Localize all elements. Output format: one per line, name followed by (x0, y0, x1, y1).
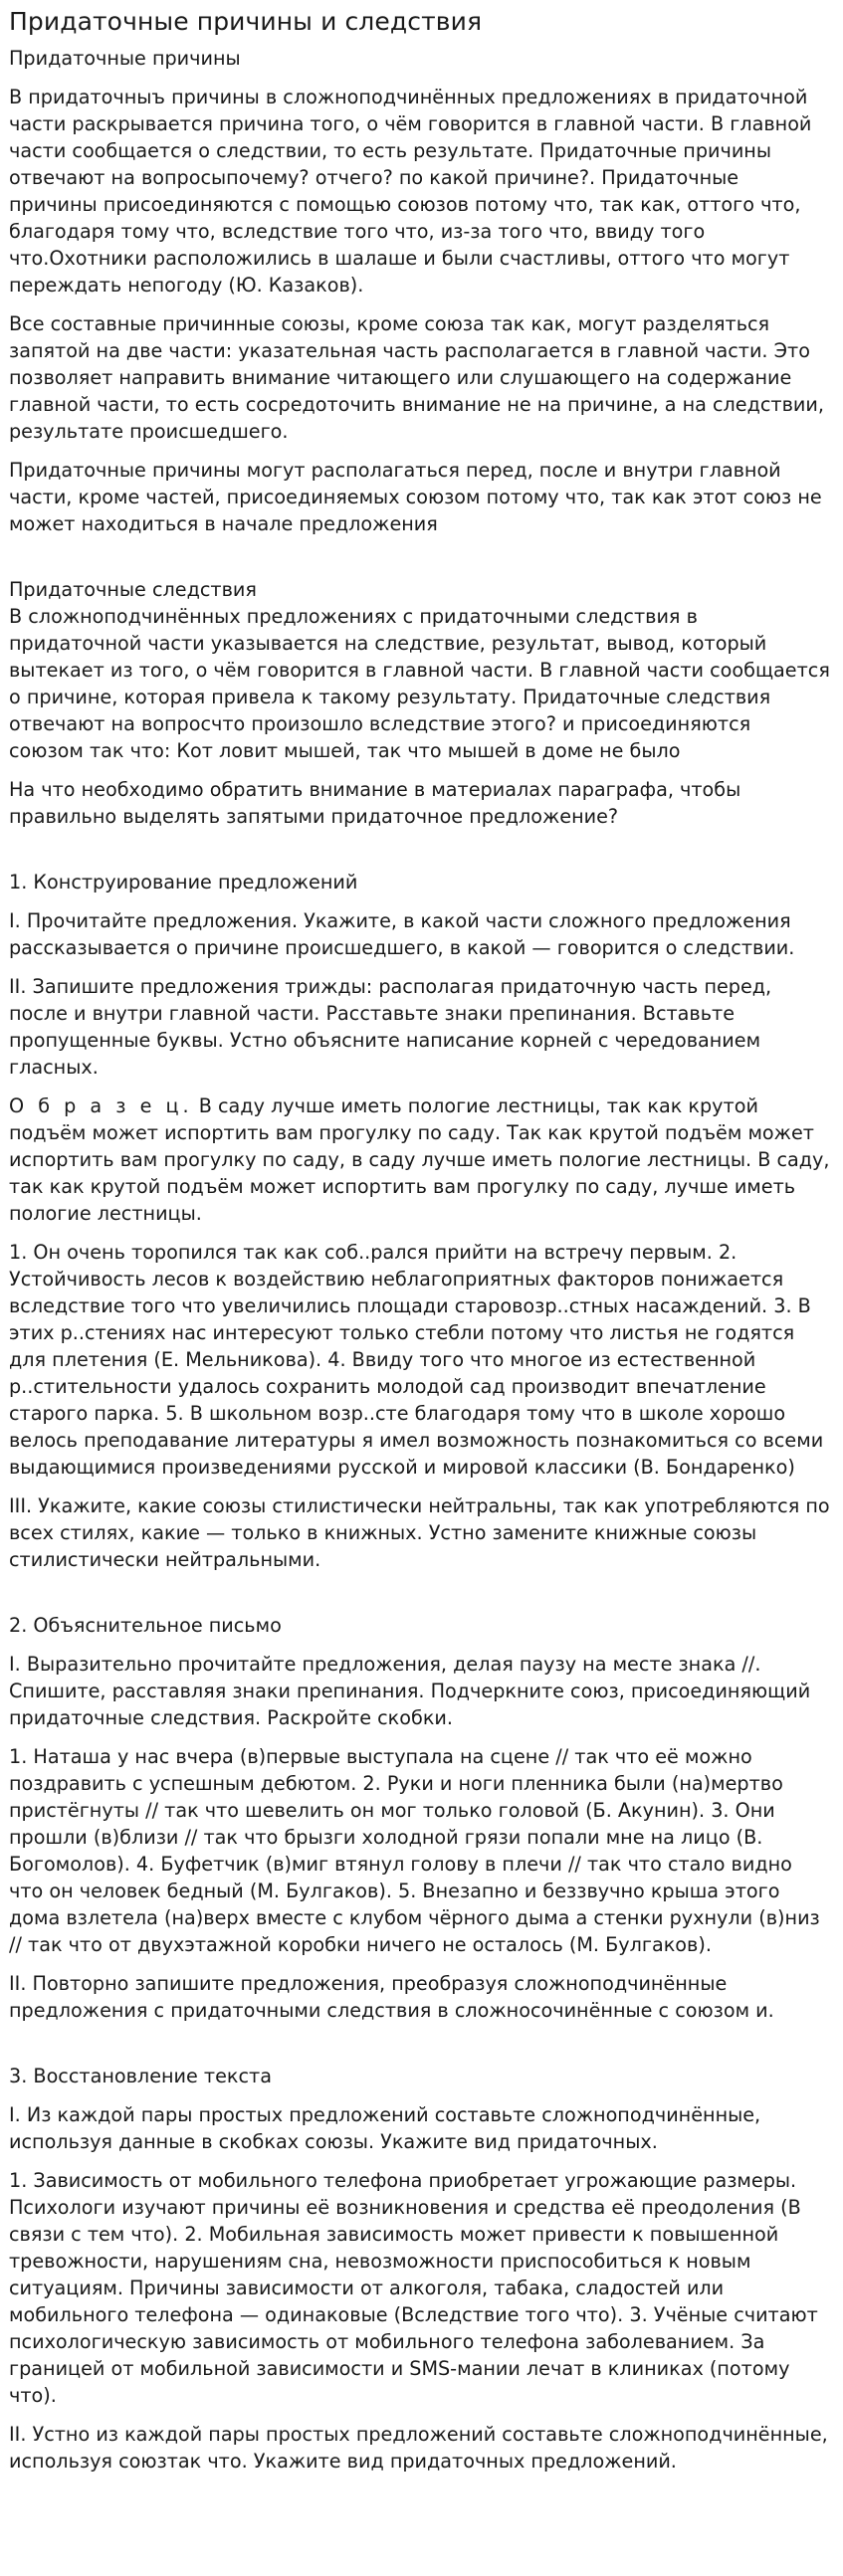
exercise-1-sentences: 1. Он очень торопился так как соб..рался прийти на встречу первым. 2. Устойчивость лесов к воздействию неблагоприятных факторов понижается вследствие того что увеличились площади старовозр..стных насаждений. 3. В этих р..стениях нас интересуют только стебли потому что листья не годятся для плетения (Е. Мельникова). 4. Ввиду того что многое из естественной р..стительности удалось сохранить молодой сад производит впечатление старого парка. 5. В школьном возр..сте благодаря тому что в школе хорошо велось преподавание литературы я имел возможность познакомиться со всеми выдающимися произведениями русской и мировой классики (В. Бондаренко) (9, 1241, 824, 1479)
exercise-1-sample (9, 1092, 831, 1227)
exercise-2-task-ii: II. Повторно запишите предложения, преобразуя сложноподчинённые предложения с придаточными следствия в сложносочинённые с союзом и. (9, 1972, 774, 2022)
causes-paragraph-1: В придаточныъ причины в сложноподчинённых предложениях в придаточной части раскрывается причина того, о чём говорится в главной части. В главной части сообщается о следствии, то есть результате. Придаточные причины отвечают на вопросыпочему? отчего? по какой причине?. Придаточные причины присоединяются с помощью союзов потому что, так как, оттого что, благодаря тому что, вследствие того что, из-за того что, ввиду того что.Охотники расположились в шалаше и были счастливы, оттого что могут переждать непогоду (Ю. Казаков). (9, 86, 812, 297)
exercise-2-task-i: I. Выразительно прочитайте предложения, делая паузу на месте знака //. Спишите, расставляя знаки препинания. Подчеркните союз, присоединяющий придаточные следствия. Раскройте скобки. (9, 1653, 811, 1729)
exercise-1-heading: 1. Конструирование предложений (9, 871, 358, 893)
exercise-1-task-i: I. Прочитайте предложения. Укажите, в какой части сложного предложения рассказывается о причине происшедшего, в какой — говорится о следствии. (9, 909, 795, 959)
spacer (9, 842, 831, 869)
spacer (9, 1585, 831, 1612)
causes-paragraph-3: Придаточные причины могут располагаться перед, после и внутри главной части, кроме частей, присоединяемых союзом потому что, так как этот союз не может находиться в начале предложения (9, 459, 822, 535)
exercise-2-heading: 2. Объяснительное письмо (9, 1614, 282, 1637)
spacer (9, 549, 831, 576)
exercise-2-sentences: 1. Наташа у нас вчера (в)первые выступала на сцене // так что её можно поздравить с успешным дебютом. 2. Руки и ноги пленника были (на)мертво пристёгнуты // так что шевелить он мог только головой (Б. Акунин). 3. Они прошли (в)близи // так что брызги холодной грязи попали мне на лицо (В. Богомолов). 4. Буфетчик (в)миг втянул голову в плечи // так что стало видно что он человек бедный (М. Булгаков). 5. Внезапно и беззвучно крыша этого дома взлетела (на)верх вместе с клубом чёрного дыма а стенки рухнули (в)низ // так что от двухэтажной коробки ничего не осталось (М. Булгаков). (9, 1745, 820, 1956)
exercise-3-task-i: I. Из каждой пары простых предложений составьте сложноподчинённые, используя данные в скобках союзы. Укажите вид придаточных. (9, 2103, 761, 2153)
exercise-3-task-ii: II. Устно из каждой пары простых предложений составьте сложноподчинённые, используя союзтак что. Укажите вид придаточных предложений. (9, 2423, 828, 2473)
exercise-1-task-iii: III. Укажите, какие союзы стилистически нейтральны, так как употребляются по всех стилях, какие — только в книжных. Устно замените книжные союзы стилистически нейтральными. (9, 1494, 830, 1571)
consequences-question: На что необходимо обратить внимание в материалах параграфа, чтобы правильно выделять запятыми придаточное предложение? (9, 778, 741, 828)
section-heading-causes: Придаточные причины (9, 47, 241, 70)
section-heading-consequences: Придаточные следствия (9, 578, 257, 601)
sample-text: В саду лучше иметь пологие лестницы, так как крутой подъём может испортить вам прогулку по саду. Так как крутой подъём может испортить вам прогулку по саду, в саду лучше иметь пологие лестницы. В саду, так как крутой подъём может испортить вам прогулку по саду, лучше иметь пологие лестницы. (9, 1094, 830, 1225)
page-title: Придаточные причины и следствия (9, 7, 483, 36)
exercise-3-heading: 3. Восстановление текста (9, 2065, 272, 2087)
exercise-3-sentences: 1. Зависимость от мобильного телефона приобретает угрожающие размеры. Психологи изучают причины её возникновения и средства её преодоления (В связи с тем что). 2. Мобильная зависимость может привести к повышенной тревожности, нарушениям сна, невозможности приспособиться к новым ситуациям. Причины зависимости от алкоголя, табака, сладостей или мобильного телефона — одинаковые (Вследствие того что). 3. Учёные считают психологическую зависимость от мобильного телефона заболеванием. За границей от мобильной зависимости и SMS-мании лечат в клиниках (потому что). (9, 2169, 818, 2407)
exercise-1-task-ii: II. Запишите предложения трижды: располагая придаточную часть перед, после и внутри главной части. Расставьте знаки препинания. Вставьте пропущенные буквы. Устно объясните написание корней с чередованием гласных. (9, 975, 772, 1079)
sample-label: О б р а з е ц. (9, 1094, 193, 1117)
consequences-paragraph-1: В сложноподчинённых предложениях с придаточными следствия в придаточной части указывается на следствие, результат, вывод, который вытекает из того, о чём говорится в главной части. В главной части сообщается о причине, которая привела к такому результату. Придаточные следствия отвечают на вопросчто произошло вследствие этого? и присоединяются союзом так что: Кот ловит мышей, так что мышей в доме не было (9, 605, 830, 762)
spacer (9, 2036, 831, 2063)
causes-paragraph-2: Все составные причинные союзы, кроме союза так как, могут разделяться запятой на две части: указательная часть располагается в главной части. Это позволяет направить внимание читающего или слушающего на содержание главной части, то есть сосредоточить внимание не на причине, а на следствии, результате происшедшего. (9, 312, 824, 443)
